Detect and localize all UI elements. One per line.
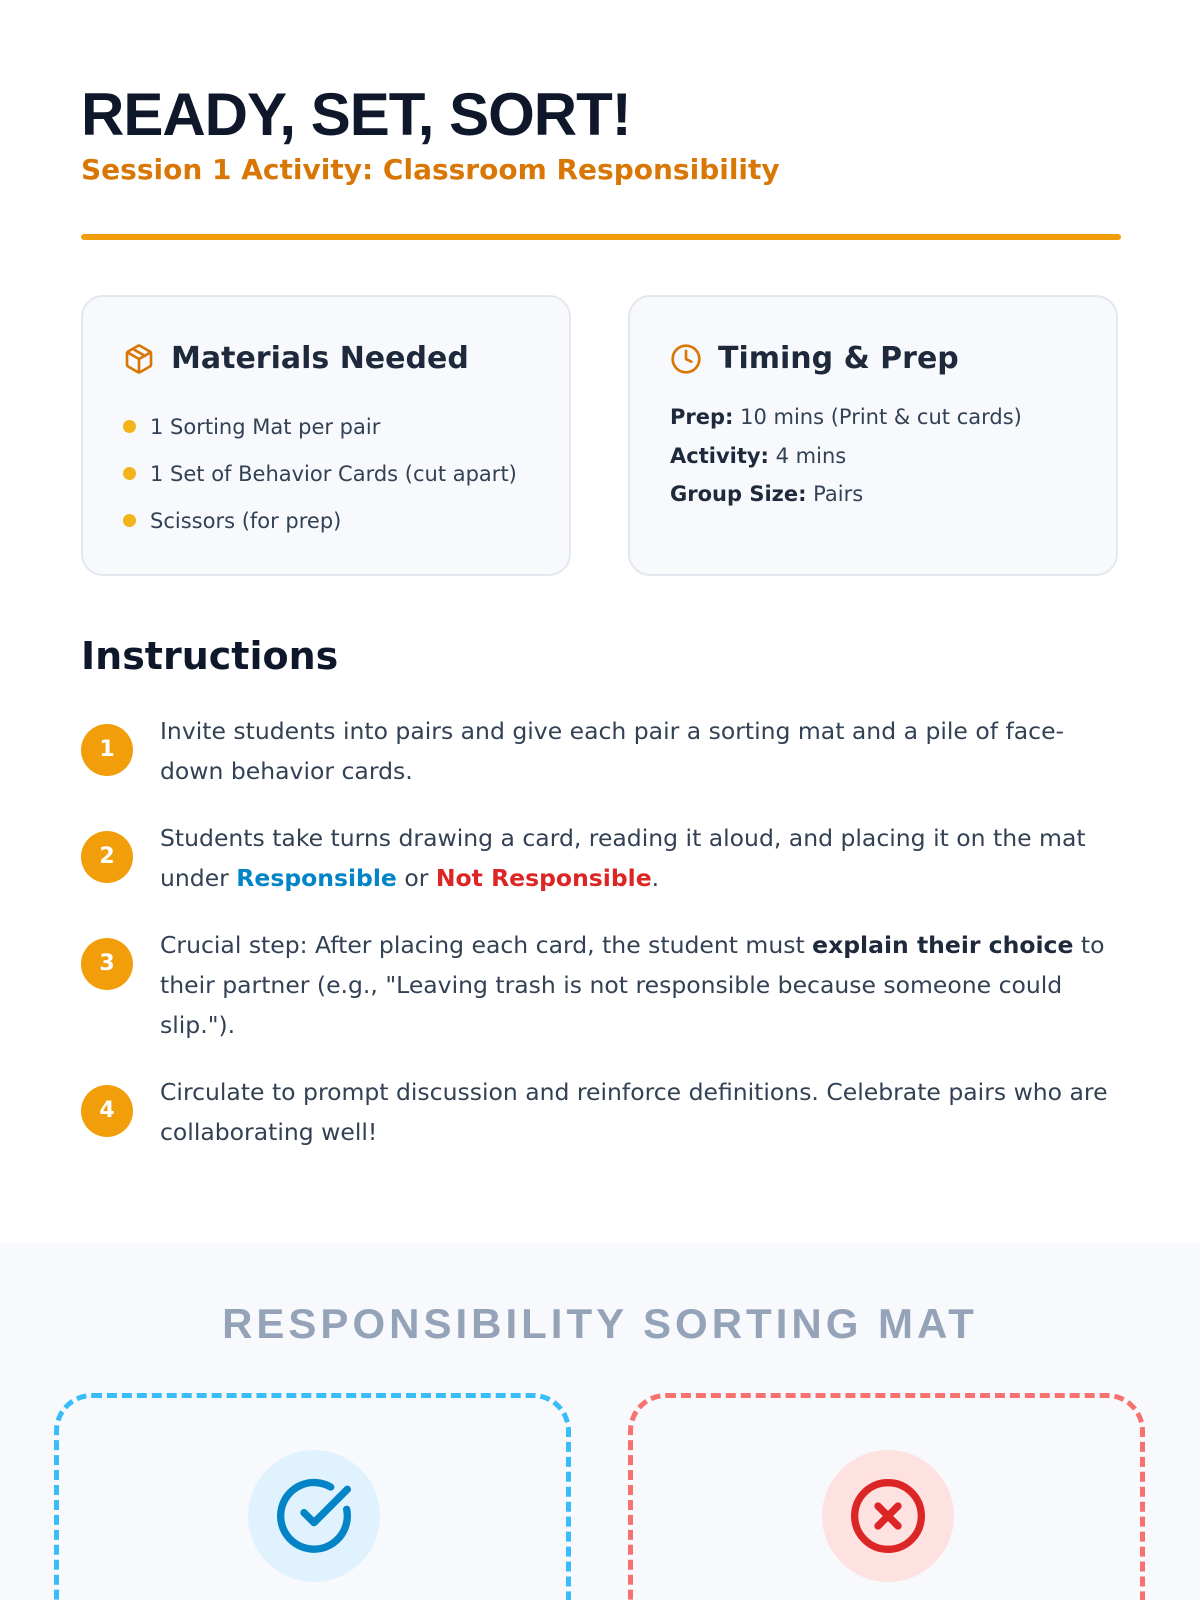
x-circle-icon (848, 1476, 928, 1556)
step-number-badge: 1 (81, 724, 133, 776)
timing-value: 4 mins (768, 443, 847, 468)
instructions-title: Instructions (81, 634, 339, 678)
not-responsible-term: Not Responsible (435, 864, 652, 892)
header-divider (81, 234, 1121, 240)
bullet-dot (123, 514, 136, 527)
step-text-part: or (396, 864, 436, 892)
step-number-badge: 3 (81, 938, 133, 990)
timing-row-activity (670, 444, 1076, 483)
timing-header (670, 339, 1076, 379)
step-emphasis: explain their choice (812, 931, 1074, 959)
material-item-label: 1 Set of Behavior Cards (cut apart) (150, 461, 517, 486)
step-text (160, 818, 1125, 898)
timing-row-prep (670, 405, 1076, 444)
material-item-label: 1 Sorting Mat per pair (150, 414, 381, 439)
step-text-part: Crucial step: After placing each card, the student must (160, 931, 813, 959)
timing-card (628, 295, 1118, 576)
page-subtitle: Session 1 Activity: Classroom Responsibility (81, 153, 780, 186)
timing-label: Activity: (670, 443, 769, 468)
step-text-part: Students take turns drawing a card, reading it aloud, and placing it on the mat under (160, 824, 1086, 892)
step-text: Invite students into pairs and give each pair a sorting mat and a pile of face-down behavior cards. (160, 717, 1065, 785)
sorting-mat-section (0, 1243, 1200, 1600)
material-item-label: Scissors (for prep) (150, 508, 342, 533)
not-responsible-zone[interactable] (628, 1393, 1145, 1600)
step-number-badge: 2 (81, 831, 133, 883)
list-item (123, 497, 529, 544)
step-text-part: to their partner (e.g., "Leaving trash is not responsible because someone could slip."). (160, 931, 1105, 1039)
box-icon (123, 343, 155, 375)
check-circle-icon (274, 1476, 354, 1556)
timing-details (670, 405, 1076, 521)
timing-label: Prep: (670, 405, 734, 429)
responsible-zone[interactable] (54, 1393, 571, 1600)
materials-list (123, 403, 529, 544)
bullet-dot (123, 467, 136, 480)
responsible-badge (248, 1450, 380, 1582)
materials-header (123, 339, 529, 379)
page-header (81, 82, 1121, 188)
sorting-mat-title: RESPONSIBILITY SORTING MAT (222, 1300, 978, 1347)
list-item (123, 450, 529, 497)
step-number-badge: 4 (81, 1085, 133, 1137)
timing-title: Timing & Prep (718, 341, 959, 376)
step-text-part: . (651, 864, 660, 892)
timing-row-group-size (670, 482, 1076, 521)
not-responsible-badge (822, 1450, 954, 1582)
bullet-dot (123, 420, 136, 433)
list-item (123, 403, 529, 450)
page-title: READY, SET, SORT! (81, 81, 631, 148)
responsible-term: Responsible (236, 864, 397, 892)
materials-title: Materials Needed (171, 341, 469, 376)
timing-label: Group Size: (670, 482, 807, 506)
timing-value: 10 mins (Print & cut cards) (733, 405, 1022, 429)
step-text: Circulate to prompt discussion and reinforce definitions. Celebrate pairs who are collaborating well! (160, 1078, 1108, 1146)
materials-card (81, 295, 571, 576)
clock-icon (670, 343, 702, 375)
timing-value: Pairs (806, 482, 864, 506)
step-text (160, 925, 1125, 1045)
